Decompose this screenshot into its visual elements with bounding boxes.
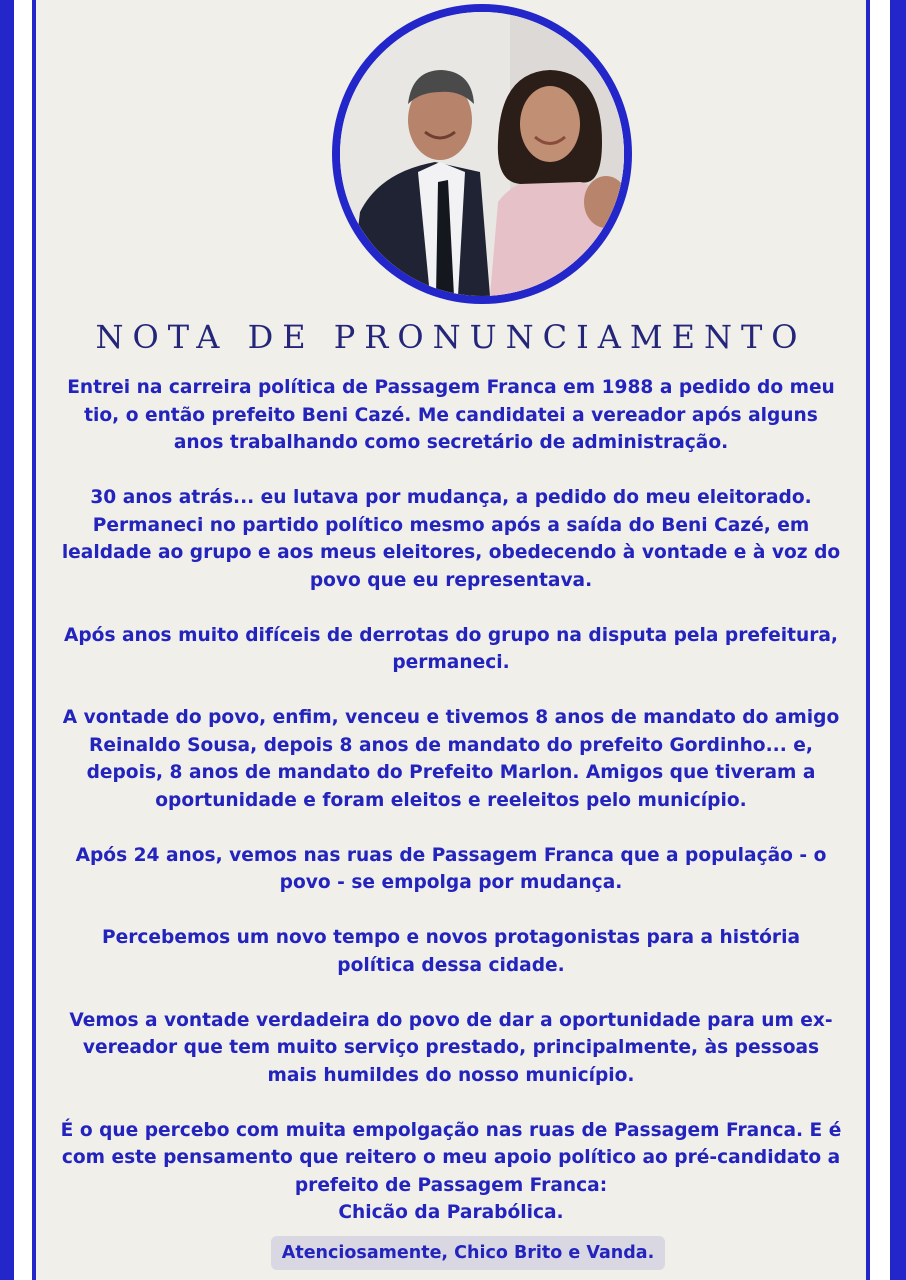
statement-body bbox=[60, 374, 842, 1227]
paragraph: Entrei na carreira política de Passagem Franca em 1988 a pedido do meu tio, o então prefeito Beni Cazé. Me candidatei a vereador após alguns anos trabalhando como secretário de administração. bbox=[67, 377, 835, 453]
left-border-line bbox=[32, 0, 36, 1280]
right-border-gap bbox=[870, 0, 890, 1280]
portrait-photo-icon bbox=[340, 12, 624, 296]
paragraph: É o que percebo com muita empolgação nas ruas de Passagem Franca. E é com este pensamento que reitero o meu apoio político ao pré-candidato a prefeito de Passagem Franca: bbox=[60, 1119, 842, 1196]
paragraph: Vemos a vontade verdadeira do povo de dar a oportunidade para um ex-vereador que tem muito serviço prestado, principalmente, às pessoas mais humildes do nosso município. bbox=[69, 1009, 833, 1086]
candidate-name: Chicão da Parabólica. bbox=[338, 1202, 564, 1223]
paragraph: Após 24 anos, vemos nas ruas de Passagem Franca que a população - o povo - se empolga por mudança. bbox=[75, 844, 827, 893]
page-title: NOTA DE PRONUNCIAMENTO bbox=[95, 318, 807, 356]
portrait-photo bbox=[332, 4, 632, 304]
signature-badge: Atenciosamente, Chico Brito e Vanda. bbox=[271, 1236, 665, 1270]
paragraph: Percebemos um novo tempo e novos protagonistas para a história política dessa cidade. bbox=[101, 927, 800, 976]
paragraph: 30 anos atrás... eu lutava por mudança, a pedido do meu eleitorado. Permaneci no partido político mesmo após a saída do Beni Cazé, em lealdade ao grupo e aos meus eleitores, obedecendo à vontade e à voz do povo que eu representava. bbox=[61, 487, 841, 591]
left-border-gap bbox=[14, 0, 32, 1280]
paragraph: A vontade do povo, enfim, venceu e tivemos 8 anos de mandato do amigo Reinaldo Sousa, depois 8 anos de mandato do prefeito Gordinho... e, depois, 8 anos de mandato do Prefeito Marlon. Amigos que tiveram a oportunidade e foram eleitos e reeleitos pelo município. bbox=[62, 707, 840, 811]
right-border-bar bbox=[890, 0, 906, 1280]
left-border-bar bbox=[0, 0, 14, 1280]
paragraph: Após anos muito difíceis de derrotas do grupo na disputa pela prefeitura, permaneci. bbox=[63, 624, 838, 673]
